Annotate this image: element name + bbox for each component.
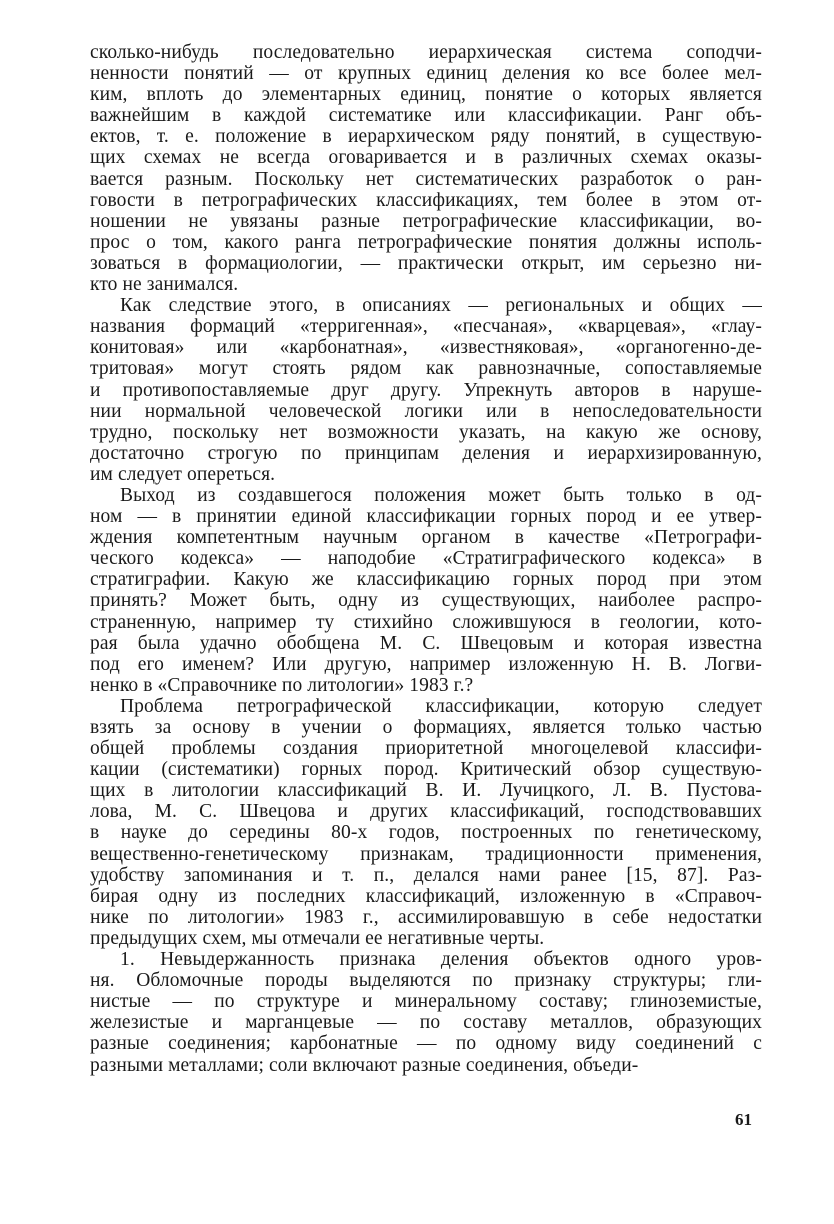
- text-line: удобству запоминания и т. п., делался нами ранее [15, 87]. Раз-: [90, 864, 762, 886]
- page-body: [90, 42, 762, 1076]
- text-line: трудно, поскольку нет возможности указать, на какую же основу,: [90, 421, 762, 443]
- text-line: достаточно строгую по принципам деления и иерархизированную,: [90, 442, 762, 464]
- text-line: кто не занимался.: [90, 274, 239, 296]
- text-line: ектов, т. е. положение в иерархическом ряду понятий, в существую-: [90, 126, 762, 148]
- text-line: прос о том, какого ранга петрографические понятия должны исполь-: [90, 231, 762, 253]
- page-number: 61: [735, 1110, 752, 1129]
- text-line: лова, М. С. Швецова и других классификаций, господствовавших: [90, 801, 762, 823]
- text-line: ношении не увязаны разные петрографические классификации, во-: [90, 210, 762, 232]
- text-line: вается разным. Поскольку нет систематических разработок о ран-: [90, 168, 762, 190]
- text-line: Как следствие этого, в описаниях — региональных и общих —: [120, 295, 762, 317]
- text-line: принять? Может быть, одну из существующих, наиболее распро-: [90, 590, 762, 612]
- text-line: конитовая» или «карбонатная», «известняковая», «органогенно-де-: [90, 337, 762, 359]
- text-line: зоваться в формациологии, — практически открыт, им серьезно ни-: [90, 252, 762, 274]
- text-line: рая была удачно обобщена М. С. Швецовым и которая известна: [90, 632, 762, 654]
- text-line: нике по литологии» 1983 г., ассимилировавшую в себе недостатки: [90, 906, 762, 928]
- text-line: сколько-нибудь последовательно иерархическая система соподчи-: [90, 42, 762, 63]
- text-line: ня. Обломочные породы выделяются по признаку структуры; гли-: [90, 970, 762, 992]
- text-line: ненко в «Справочнике по литологии» 1983 г.?: [90, 674, 474, 696]
- text-line: предыдущих схем, мы отмечали ее негативные черты.: [90, 927, 545, 949]
- text-line: названия формаций «терригенная», «песчаная», «кварцевая», «глау-: [90, 316, 762, 338]
- text-line: ческого кодекса» — наподобие «Стратиграфического кодекса» в: [90, 548, 762, 570]
- text-line: в науке до середины 80-х годов, построенных по генетическому,: [90, 822, 762, 844]
- text-line: кации (систематики) горных пород. Критический обзор существую-: [90, 759, 762, 781]
- text-line: тритовая» могут стоять рядом как равнозначные, сопоставляемые: [90, 358, 762, 380]
- text-line: разными металлами; соли включают разные соединения, объеди-: [90, 1054, 639, 1076]
- text-line: им следует опереться.: [90, 463, 276, 485]
- text-line: страненную, например ту стихийно сложившуюся в геологии, кото-: [90, 611, 762, 633]
- paragraph: [90, 42, 762, 295]
- text-line: и противопоставляемые друг другу. Упрекнуть авторов в наруше-: [90, 379, 762, 401]
- text-line: нии нормальной человеческой логики или в непоследовательности: [90, 400, 762, 422]
- paragraph: [90, 485, 762, 696]
- text-line: ким, вплоть до элементарных единиц, понятие о которых является: [90, 84, 762, 106]
- text-line: ном — в принятии единой классификации горных пород и ее утвер-: [90, 506, 762, 528]
- paragraph: [90, 295, 762, 485]
- text-line: бирая одну из последних классификаций, изложенную в «Справоч-: [90, 885, 762, 907]
- text-line: железистые и марганцевые — по составу металлов, образующих: [90, 1012, 762, 1034]
- text-line: щих в литологии классификаций В. И. Лучицкого, Л. В. Пустова-: [90, 780, 762, 802]
- paragraph: [90, 696, 762, 949]
- text-line: Проблема петрографической классификации, которую следует: [120, 695, 762, 717]
- text-line: ненности понятий — от крупных единиц деления ко все более мел-: [90, 63, 762, 85]
- text-line: нистые — по структуре и минеральному составу; глиноземистые,: [90, 991, 762, 1013]
- text-line: Выход из создавшегося положения может быть только в од-: [120, 484, 762, 506]
- text-line: взять за основу в учении о формациях, является только частью: [90, 717, 762, 738]
- text-line: под его именем? Или другую, например изложенную Н. В. Логви-: [90, 653, 762, 675]
- text-line: вещественно-генетическому признакам, традиционности применения,: [90, 843, 762, 865]
- text-line: разные соединения; карбонатные — по одному виду соединений с: [90, 1033, 762, 1055]
- text-line: важнейшим в каждой систематике или классификации. Ранг объ-: [90, 105, 762, 127]
- paragraph: [90, 949, 762, 1076]
- text-line: щих схемах не всегда оговаривается и в различных схемах оказы-: [90, 147, 762, 169]
- text-line: стратиграфии. Какую же классификацию горных пород при этом: [90, 569, 762, 591]
- text-line: говости в петрографических классификациях, тем более в этом от-: [90, 189, 762, 211]
- text-line: ждения компетентным научным органом в качестве «Петрографи-: [90, 527, 762, 549]
- text-line: 1. Невыдержанность признака деления объектов одного уров-: [120, 949, 762, 971]
- text-line: общей проблемы создания приоритетной многоцелевой классифи-: [90, 738, 762, 760]
